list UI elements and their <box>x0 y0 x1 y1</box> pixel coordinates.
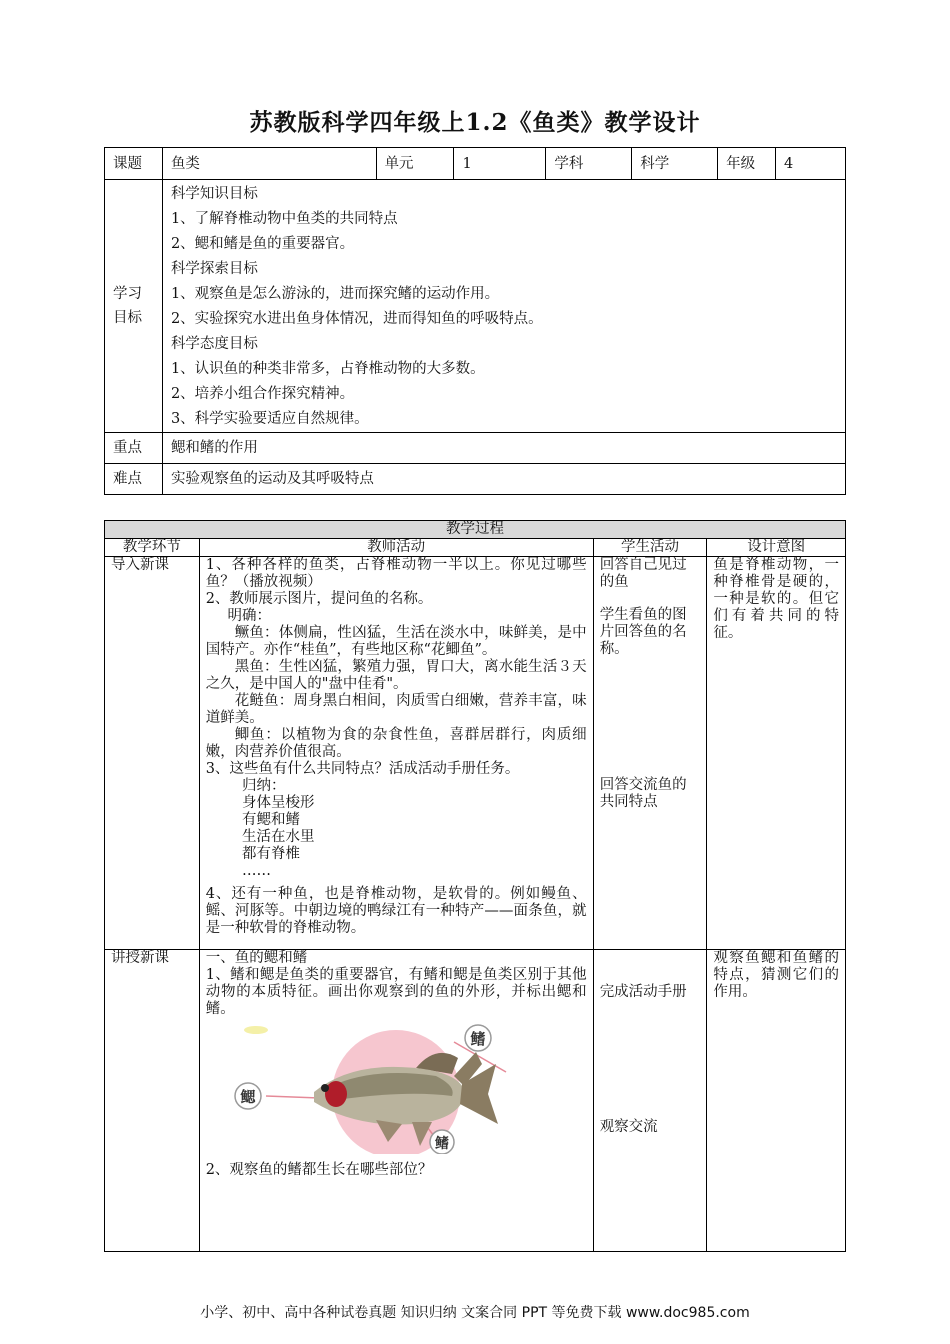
teacher-line: 鳜鱼：体侧扁，性凶猛，生活在淡水中，味鲜美，是中国特产。亦作“桂鱼”，有些地区称“花鲫鱼”。 <box>205 625 587 658</box>
column-header: 设计意图 <box>707 539 846 557</box>
goal-line: 3、科学实验要适应自然规律。 <box>170 411 369 427</box>
design-intent: 观察鱼鳃和鱼鳍的特点，猜测它们的作用。 <box>707 950 846 1252</box>
teacher-line: 花鲢鱼：周身黑白相间，肉质雪白细嫩，营养丰富，味道鲜美。 <box>205 693 587 726</box>
process-header: 教学过程 <box>105 521 846 539</box>
key-point-text: 鳃和鳍的作用 <box>162 433 845 464</box>
lesson-info-table <box>104 147 846 495</box>
goal-line: 科学态度目标 <box>170 336 258 352</box>
ke-ti-value: 鱼类 <box>162 148 376 180</box>
goals-content <box>162 180 845 433</box>
student-line: 完成活动手册 <box>599 984 687 1000</box>
student-line: 观察交流 <box>599 1119 658 1135</box>
student-activity <box>593 557 707 950</box>
column-header: 教师活动 <box>199 539 593 557</box>
teacher-line: 4、还有一种鱼，也是脊椎动物，是软骨的。例如鳗鱼、鳐、河豚等。中朝边境的鸭绿江有一种特产——面条鱼，就是一种软骨的脊椎动物。 <box>205 886 587 936</box>
teacher-line: 1、各种各样的鱼类，占脊椎动物一半以上。你见过哪些鱼？（播放视频） <box>205 557 587 590</box>
teacher-line: …… <box>241 863 271 879</box>
teacher-line: 2、教师展示图片，提问鱼的名称。 <box>205 591 433 607</box>
teacher-line: 都有脊椎 <box>241 846 300 862</box>
difficulty-text: 实验观察鱼的运动及其呼吸特点 <box>162 464 845 495</box>
teacher-line: 一、鱼的鳃和鳍 <box>205 950 308 966</box>
student-line: 回答自己见过的鱼 <box>599 557 687 590</box>
teaching-process-table <box>104 520 846 1252</box>
goals-row <box>105 180 846 433</box>
teacher-activity <box>199 557 593 950</box>
ke-ti-label: 课题 <box>105 148 163 180</box>
fin-label-bottom: 鳍 <box>434 1136 449 1152</box>
goal-line: 2、培养小组合作探究精神。 <box>170 386 355 402</box>
column-header: 学生活动 <box>593 539 707 557</box>
stage-label: 讲授新课 <box>105 950 200 1252</box>
nian-ji-value: 4 <box>776 148 846 180</box>
xue-ke-label: 学科 <box>546 148 632 180</box>
dan-yuan-label: 单元 <box>376 148 454 180</box>
goals-label-1: 学习 <box>113 286 142 302</box>
stage-label: 导入新课 <box>105 557 200 950</box>
page-title: 苏教版科学四年级上1.2《鱼类》教学设计 <box>249 109 701 136</box>
process-row-intro <box>105 557 846 950</box>
student-line: 学生看鱼的图片回答鱼的名称。 <box>599 607 687 657</box>
fish-figure <box>206 1024 587 1154</box>
dan-yuan-value: 1 <box>454 148 546 180</box>
teacher-line: 生活在水里 <box>241 829 315 845</box>
xue-ke-value: 科学 <box>632 148 718 180</box>
teacher-activity <box>199 950 593 1252</box>
process-header-row <box>105 521 846 539</box>
difficulty-label: 难点 <box>105 464 163 495</box>
goal-line: 科学探索目标 <box>170 261 258 277</box>
teacher-line: 鲫鱼：以植物为食的杂食性鱼，喜群居群行，肉质细嫩，肉营养价值很高。 <box>205 727 587 760</box>
teacher-line: 身体呈梭形 <box>241 795 315 811</box>
fin-label-top: 鳍 <box>470 1030 486 1048</box>
process-row-teaching <box>105 950 846 1252</box>
goal-line: 1、认识鱼的种类非常多，占脊椎动物的大多数。 <box>170 361 485 377</box>
nian-ji-label: 年级 <box>718 148 776 180</box>
teacher-line: 归纳： <box>241 778 286 794</box>
key-point-row <box>105 433 846 464</box>
column-header: 教学环节 <box>105 539 200 557</box>
student-line: 回答交流鱼的共同特点 <box>599 777 687 810</box>
page-footer: 小学、初中、高中各种试卷真题 知识归纳 文案合同 PPT 等免费下载 www.doc985.com <box>200 1305 750 1321</box>
goal-line: 科学知识目标 <box>170 186 258 202</box>
goal-line: 2、鳃和鳍是鱼的重要器官。 <box>170 236 355 252</box>
teacher-line: 明确： <box>227 608 271 624</box>
decor-blob <box>244 1026 268 1034</box>
teacher-line: 黑鱼：生性凶猛，繁殖力强，胃口大，离水能生活３天之久，是中国人的"盘中佳肴"。 <box>205 659 587 692</box>
column-header-row <box>105 539 846 557</box>
teacher-line: 3、这些鱼有什么共同特点？活成活动手册任务。 <box>205 761 520 777</box>
teacher-line: 有鳃和鳍 <box>241 812 300 828</box>
teacher-line: 1、鳍和鳃是鱼类的重要器官，有鳍和鳃是鱼类区别于其他动物的本质特征。画出你观察到的鱼的外形，并标出鳃和鳍。 <box>205 967 587 1017</box>
goal-line: 1、了解脊椎动物中鱼类的共同特点 <box>170 211 398 227</box>
student-activity <box>593 950 707 1252</box>
info-row <box>105 148 846 180</box>
teacher-line: 2、观察鱼的鳍都生长在哪些部位？ <box>205 1162 433 1178</box>
difficulty-row <box>105 464 846 495</box>
goal-line: 1、观察鱼是怎么游泳的，进而探究鳍的运动作用。 <box>170 286 500 302</box>
goals-label-2: 目标 <box>113 310 142 326</box>
goal-line: 2、实验探究水进出鱼身体情况，进而得知鱼的呼吸特点。 <box>170 311 543 327</box>
fish-illustration <box>206 1024 586 1154</box>
gill-label: 鳃 <box>240 1088 256 1106</box>
design-intent: 鱼是脊椎动物，一种脊椎骨是硬的，一种是软的。但它们有着共同的特征。 <box>707 557 846 950</box>
key-point-label: 重点 <box>105 433 163 464</box>
goals-label <box>105 180 163 433</box>
